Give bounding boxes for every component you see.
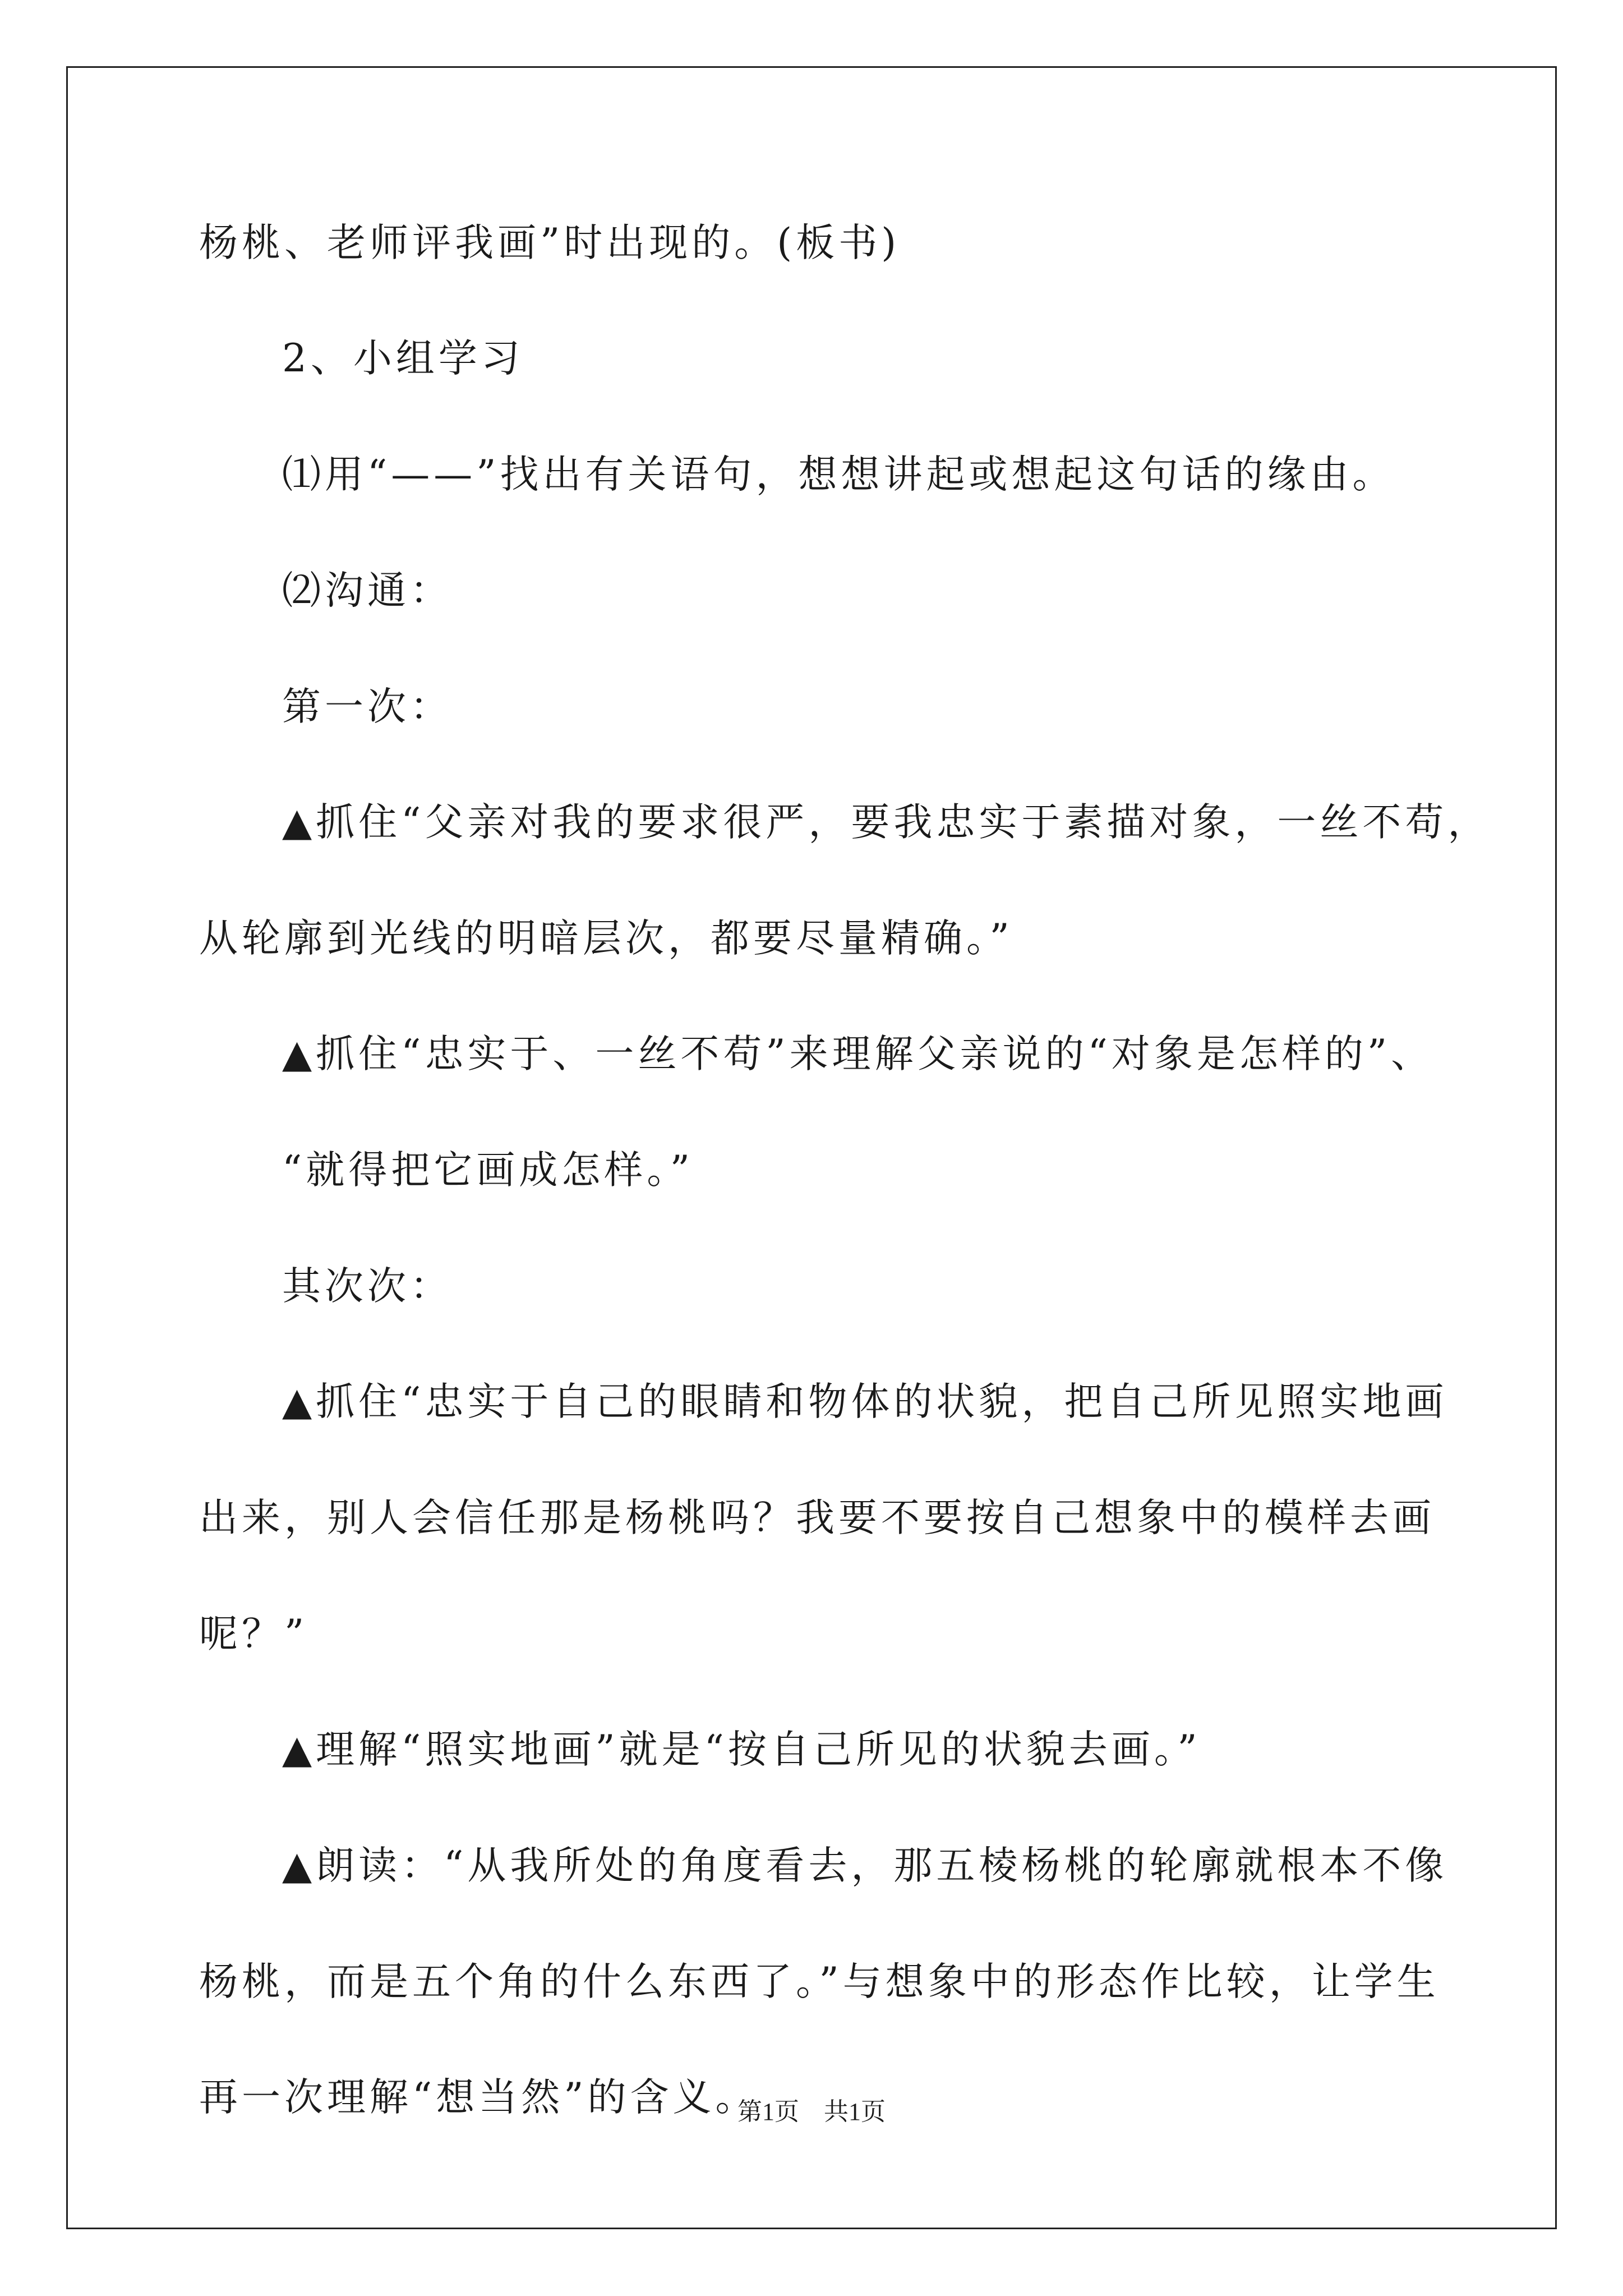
text-line: ▲理解“照实地画”就是“按自己所见的状貌去画。”: [282, 1727, 1201, 1772]
text-line: 杨桃，而是五个角的什么东西了。”与想象中的形态作比较，让学生: [199, 1959, 1440, 2004]
text-line: 杨桃、老师评我画”时出现的。(板书): [199, 220, 901, 265]
text-line: ▲抓住“忠实于自己的眼睛和物体的状貌，把自己所见照实地画: [282, 1379, 1448, 1424]
page-footer: 第1页 共1页: [737, 2098, 886, 2125]
text-line: 从轮廓到光线的明暗层次，都要尽量精确。”: [199, 916, 1013, 961]
text-line: 其次次：: [282, 1264, 453, 1309]
text-line: 出来，别人会信任那是杨桃吗？我要不要按自己想象中的模样去画: [199, 1496, 1435, 1540]
text-line: ▲抓住“忠实于、一丝不苟”来理解父亲说的“对象是怎样的”、: [282, 1032, 1434, 1076]
text-line: 呢？”: [199, 1612, 308, 1657]
text-line: 再一次理解“想当然”的含义。: [199, 2075, 758, 2120]
text-line: 第一次：: [282, 684, 453, 729]
text-line: “就得把它画成怎样。”: [282, 1148, 694, 1193]
text-line: ⑴用“——”找出有关语句，想想讲起或想起这句话的缘由。: [282, 452, 1395, 497]
text-line: ⑵沟通：: [282, 568, 453, 613]
text-line: 2、小组学习: [282, 336, 524, 381]
text-line: ▲朗读：“从我所处的角度看去，那五棱杨桃的轮廓就根本不像: [282, 1843, 1448, 1888]
text-line: ▲抓住“父亲对我的要求很严，要我忠实于素描对象，一丝不苟，: [282, 800, 1491, 845]
